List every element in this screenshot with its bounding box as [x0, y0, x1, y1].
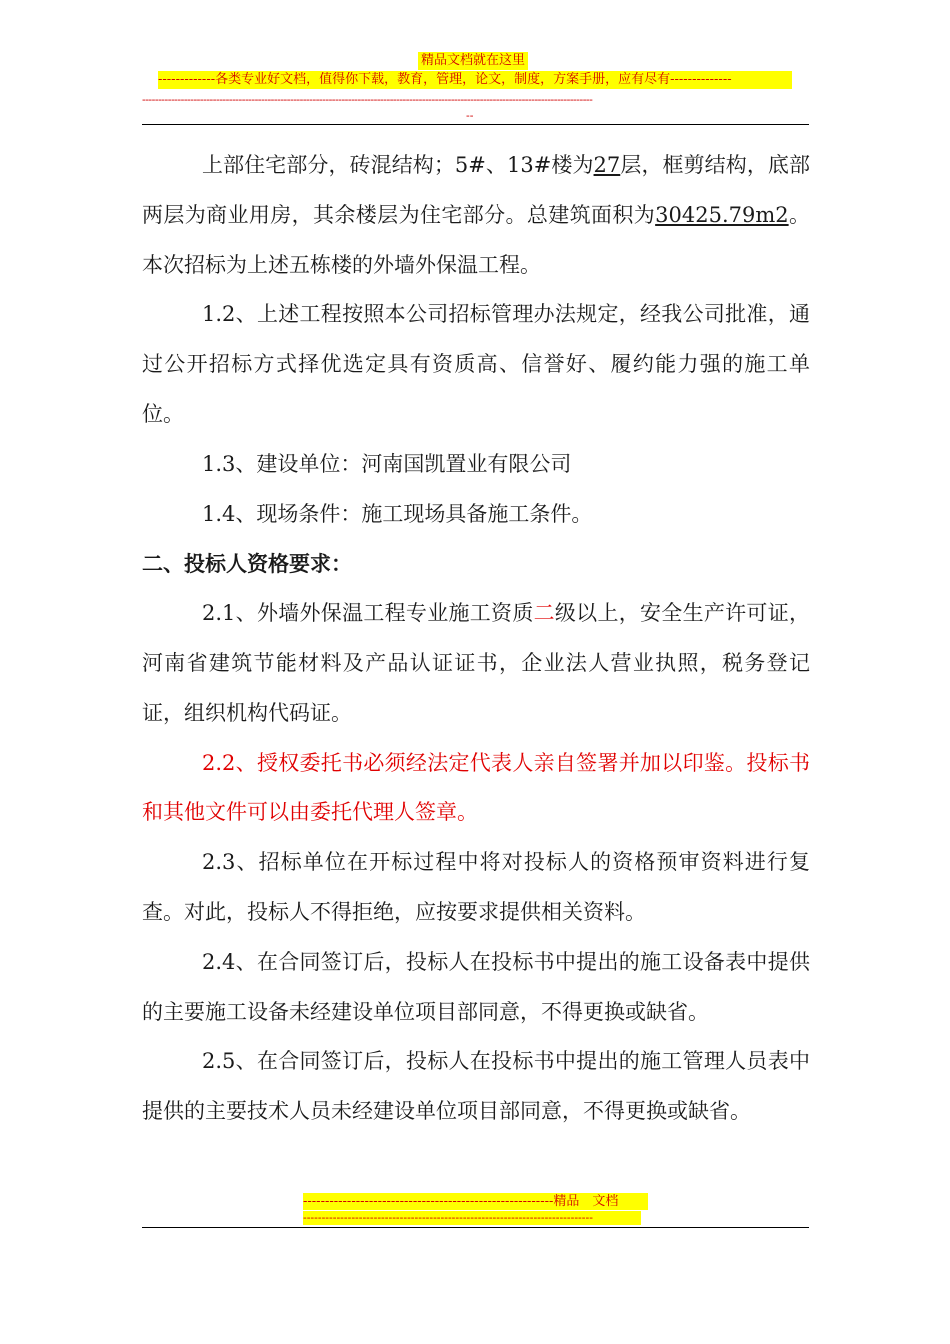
header-rule [142, 124, 809, 125]
area-value: 30425.79m2 [655, 202, 789, 227]
paragraph-building-info [142, 141, 810, 290]
paragraph-1-4: 1.4、现场条件：施工现场具备施工条件。 [202, 501, 593, 526]
header-subtitle: -------------各类专业好文档，值得你下载，教育，管理，论文，制度，方案手册，应有尽有-------------- [158, 71, 792, 89]
text-span: 层，框剪结构，底部两层为商业用房，其余楼层为住宅部分。总建筑面积为 [142, 153, 810, 227]
text-span: 级以上，安全生产许可证，河南省建筑节能材料及产品认证证书，企业法人营业执照，税务登记证，组织机构代码证。 [142, 601, 810, 725]
footer-band-2: ------------------------------------------------------------------------------ [303, 1211, 641, 1225]
document-body [142, 141, 810, 1137]
footer-band: ---------------------------------------------------------精品 文档 [303, 1193, 648, 1210]
grade-value: 二 [533, 601, 555, 626]
paragraph-2-2: 2.2、授权委托书必须经法定代表人亲自签署并加以印鉴。投标书和其他文件可以由委托代理人签章。 [142, 750, 810, 825]
header-dash-tail: -- [466, 109, 474, 122]
section-2-heading: 二、投标人资格要求： [142, 551, 352, 577]
paragraph-2-5: 2.5、在合同签订后，投标人在投标书中提出的施工管理人员表中提供的主要技术人员未经建设单位项目部同意，不得更换或缺省。 [142, 1049, 810, 1124]
text-span: 2.1、外墙外保温工程专业施工资质 [202, 601, 534, 626]
paragraph-2-1 [142, 589, 810, 738]
paragraph-2-3: 2.3、招标单位在开标过程中将对投标人的资格预审资料进行复查。对此，投标人不得拒绝，应按要求提供相关资料。 [142, 850, 810, 924]
paragraph-1-3: 1.3、建设单位：河南国凯置业有限公司 [202, 451, 572, 476]
text-span: 上部住宅部分，砖混结构；5#、13#楼为 [202, 153, 594, 177]
floors-value: 27 [593, 153, 621, 177]
text-span: 。本次招标为上述五栋楼的外墙外保温工程。 [142, 202, 811, 277]
header-title: 精品文档就在这里 [418, 52, 528, 70]
paragraph-1-2: 1.2、上述工程按照本公司招标管理办法规定，经我公司批准，通过公开招标方式择优选定具有资质高、信誉好、履约能力强的施工单位。 [142, 302, 810, 426]
paragraph-2-4: 2.4、在合同签订后，投标人在投标书中提出的施工设备表中提供的主要施工设备未经建设单位项目部同意，不得更换或缺省。 [142, 949, 810, 1024]
footer-rule [142, 1227, 809, 1228]
header-dash-line: -------------------------------------------------------------------------------------------------------------------------------------------- [142, 94, 593, 106]
